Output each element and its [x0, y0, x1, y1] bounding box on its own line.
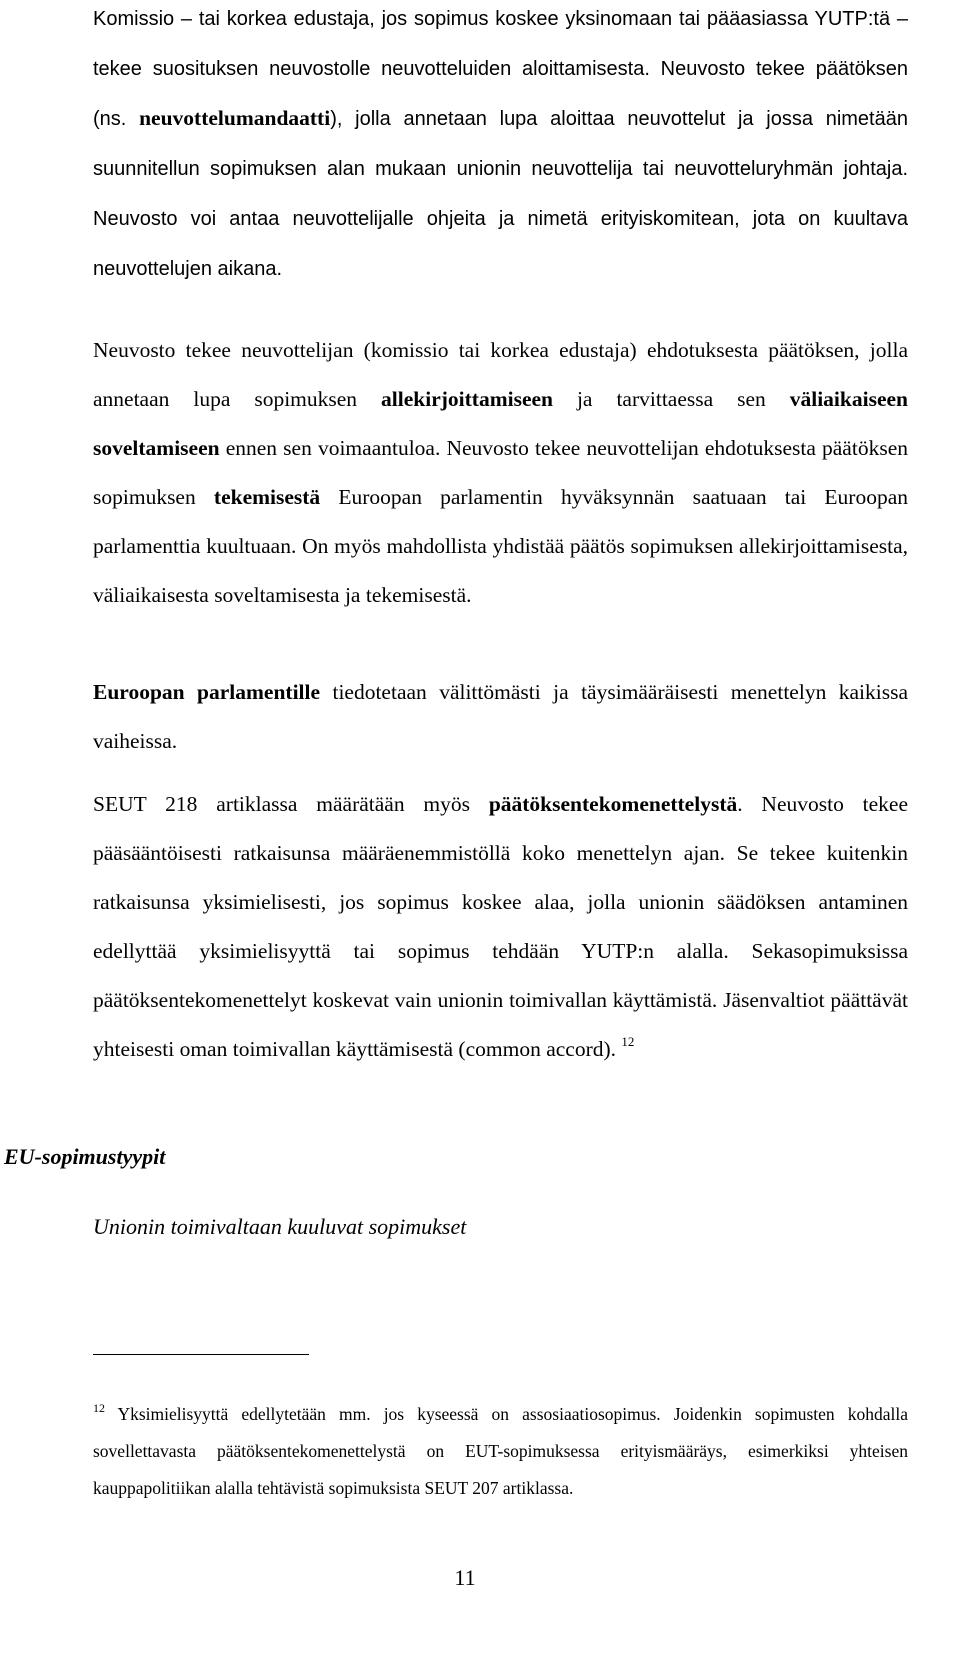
- paragraph-4-bold-term: päätöksentekomenettelystä: [488, 792, 738, 816]
- page-number: 11: [454, 1565, 476, 1590]
- paragraph-2-bold-term-2: väliaikaiseen soveltamiseen: [93, 387, 908, 460]
- paragraph-2-text-4: Euroopan parlamentin hyväksynnän saatuaan tai Euroopan parlamenttia kuultuaan. On myös mahdollista yhdistää päätös sopimuksen allekirjoittamisesta, väliaikaisesta soveltamisesta ja tekemisestä.: [93, 485, 908, 607]
- paragraph-1-text: Komissio – tai korkea edustaja, jos sopimus koskee yksinomaan tai pääasiassa YUTP:tä – tekee suosituksen neuvostolle neuvotteluiden aloittamisesta. Neuvosto tekee päätöksen (ns.: [93, 8, 908, 130]
- footnote-reference: 12: [621, 1034, 635, 1049]
- paragraph-1-bold-term: neuvottelumandaatti: [139, 106, 331, 130]
- footnote-separator: [93, 1354, 309, 1355]
- paragraph-1: [93, 0, 908, 294]
- paragraph-2-text-3: ennen sen voimaantuloa. Neuvosto tekee neuvottelijan ehdotuksesta päätöksen sopimuksen: [93, 436, 908, 509]
- paragraph-4-text-cont: . Neuvosto tekee pääsääntöisesti ratkaisunsa määräenemmistöllä koko menettelyn ajan. Se tekee kuitenkin ratkaisunsa yksimielisesti, jos sopimus koskee alaa, jolla unionin säädöksen antaminen edellyttää yksimielisyyttä tai sopimus tehdään YUTP:n alalla. Sekasopimuksissa päätöksentekomenettelyt koskevat vain unionin toimivallan käyttämistä. Jäsenvaltiot päättävät yhteisesti oman toimivallan käyttämisestä (common accord).: [93, 792, 909, 1061]
- footnote-number: 12: [93, 1401, 105, 1415]
- paragraph-2: [93, 326, 908, 620]
- paragraph-2-bold-term-3: tekemisestä: [213, 485, 321, 509]
- footnote: [93, 1396, 908, 1507]
- paragraph-4-text: SEUT 218 artiklassa määrätään myös: [93, 792, 489, 816]
- paragraph-3-text: tiedotetaan välittömästi ja täysimääräisesti menettelyn kaikissa vaiheissa.: [93, 680, 909, 753]
- footnote-text: Yksimielisyyttä edellytetään mm. jos kyseessä on assosiaatiosopimus. Joidenkin sopimusten kohdalla sovellettavasta päätöksentekomenettelystä on EUT-sopimuksessa erityismääräys, esimerkiksi yhteisen kauppapolitiikan alalla tehtävistä sopimuksista SEUT 207 artiklassa.: [93, 1404, 908, 1498]
- paragraph-3: [93, 668, 908, 766]
- paragraph-3-bold-term: Euroopan parlamentille: [93, 680, 321, 704]
- paragraph-2-bold-term-1: allekirjoittamiseen: [381, 387, 553, 411]
- subsection-heading: Unionin toimivaltaan kuuluvat sopimukset: [93, 1214, 467, 1239]
- paragraph-2-text: Neuvosto tekee neuvottelijan (komissio tai korkea edustaja) ehdotuksesta päätöksen, jolla annetaan lupa sopimuksen: [93, 338, 908, 411]
- paragraph-4: [93, 780, 908, 1074]
- section-heading: EU-sopimustyypit: [4, 1144, 166, 1169]
- paragraph-2-text-2: ja tarvittaessa sen: [553, 387, 790, 411]
- paragraph-1-text-cont: ), jolla annetaan lupa aloittaa neuvottelut ja jossa nimetään suunnitellun sopimuksen alan mukaan unionin neuvottelija tai neuvotteluryhmän johtaja. Neuvosto voi antaa neuvottelijalle ohjeita ja nimetä erityiskomitean, jota on kuultava neuvottelujen aikana.: [93, 108, 908, 280]
